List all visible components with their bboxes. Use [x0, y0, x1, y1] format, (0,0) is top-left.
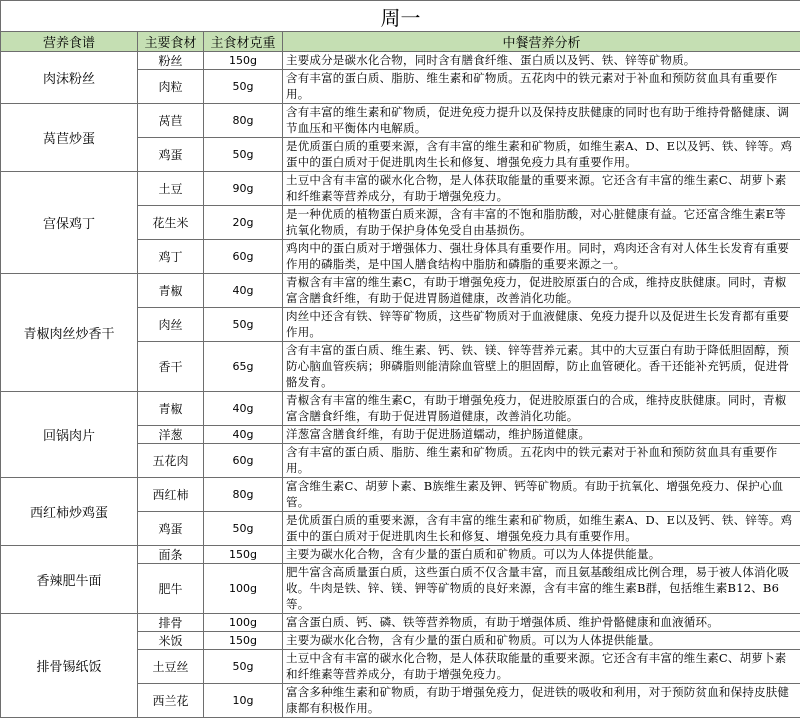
nutrition-analysis: 含有丰富的蛋白质、维生素、钙、铁、镁、锌等营养元素。其中的大豆蛋白有助于降低胆固醇，预防心脑血管疾病；卵磷脂则能清除血管壁上的胆固醇，防止血管硬化。香干还能补充钙质，促进骨骼发育。	[283, 342, 800, 392]
nutrition-analysis: 富含多种维生素和矿物质，有助于增强免疫力，促进铁的吸收和利用，对于预防贫血和保持皮肤健康都有积极作用。	[283, 684, 800, 718]
nutrition-analysis: 土豆中含有丰富的碳水化合物，是人体获取能量的重要来源。它还含有丰富的维生素C、胡萝卜素和纤维素等营养成分，有助于增强免疫力。	[283, 650, 800, 684]
header-dish: 营养食谱	[1, 32, 138, 52]
dish-name: 宫保鸡丁	[1, 172, 138, 274]
nutrition-analysis: 肥牛富含高质量蛋白质，这些蛋白质不仅含量丰富，而且氨基酸组成比例合理，易于被人体消化吸收。牛肉是铁、锌、镁、钾等矿物质的良好来源，含有丰富的维生素B群，包括维生素B12、B6等。	[283, 564, 800, 614]
ingredient-name: 土豆	[138, 172, 204, 206]
dish-name: 回锅肉片	[1, 392, 138, 478]
nutrition-analysis: 富含蛋白质、钙、磷、铁等营养物质，有助于增强体质、维护骨骼健康和血液循环。	[283, 614, 800, 632]
menu-body	[1, 52, 800, 718]
ingredient-weight: 50g	[204, 650, 283, 684]
ingredient-name: 排骨	[138, 614, 204, 632]
dish-name: 肉沫粉丝	[1, 52, 138, 104]
ingredient-name: 粉丝	[138, 52, 204, 70]
ingredient-name: 香干	[138, 342, 204, 392]
table-row	[1, 52, 800, 70]
table-row	[1, 478, 800, 512]
nutrition-analysis: 是优质蛋白质的重要来源，含有丰富的维生素和矿物质，如维生素A、D、E以及钙、铁、锌等。鸡蛋中的蛋白质对于促进肌肉生长和修复、增强免疫力具有重要作用。	[283, 138, 800, 172]
ingredient-weight: 60g	[204, 444, 283, 478]
ingredient-weight: 40g	[204, 426, 283, 444]
ingredient-name: 鸡丁	[138, 240, 204, 274]
ingredient-name: 面条	[138, 546, 204, 564]
ingredient-name: 西兰花	[138, 684, 204, 718]
nutrition-analysis: 主要为碳水化合物，含有少量的蛋白质和矿物质。可以为人体提供能量。	[283, 632, 800, 650]
header-analysis: 中餐营养分析	[283, 32, 800, 52]
nutrition-analysis: 土豆中含有丰富的碳水化合物，是人体获取能量的重要来源。它还含有丰富的维生素C、胡萝卜素和纤维素等营养成分，有助于增强免疫力。	[283, 172, 800, 206]
ingredient-name: 青椒	[138, 274, 204, 308]
table-row	[1, 392, 800, 426]
ingredient-weight: 10g	[204, 684, 283, 718]
ingredient-name: 鸡蛋	[138, 138, 204, 172]
ingredient-weight: 100g	[204, 564, 283, 614]
table-row	[1, 104, 800, 138]
page-title: 周一	[1, 1, 800, 32]
dish-name: 青椒肉丝炒香干	[1, 274, 138, 392]
nutrition-analysis: 主要成分是碳水化合物，同时含有膳食纤维、蛋白质以及钙、铁、锌等矿物质。	[283, 52, 800, 70]
ingredient-weight: 20g	[204, 206, 283, 240]
dish-name: 莴苣炒蛋	[1, 104, 138, 172]
ingredient-name: 花生米	[138, 206, 204, 240]
ingredient-weight: 50g	[204, 308, 283, 342]
ingredient-weight: 150g	[204, 546, 283, 564]
ingredient-weight: 80g	[204, 478, 283, 512]
ingredient-weight: 90g	[204, 172, 283, 206]
ingredient-weight: 50g	[204, 512, 283, 546]
ingredient-name: 洋葱	[138, 426, 204, 444]
ingredient-weight: 150g	[204, 632, 283, 650]
nutrition-analysis: 主要为碳水化合物，含有少量的蛋白质和矿物质。可以为人体提供能量。	[283, 546, 800, 564]
table-row	[1, 274, 800, 308]
ingredient-name: 莴苣	[138, 104, 204, 138]
ingredient-name: 青椒	[138, 392, 204, 426]
nutrition-analysis: 含有丰富的蛋白质、脂肪、维生素和矿物质。五花肉中的铁元素对于补血和预防贫血具有重要作用。	[283, 444, 800, 478]
table-row	[1, 614, 800, 632]
ingredient-name: 土豆丝	[138, 650, 204, 684]
table-row	[1, 172, 800, 206]
ingredient-weight: 40g	[204, 274, 283, 308]
ingredient-weight: 50g	[204, 138, 283, 172]
header-ingredient: 主要食材	[138, 32, 204, 52]
ingredient-weight: 80g	[204, 104, 283, 138]
nutrition-analysis: 肉丝中还含有铁、锌等矿物质，这些矿物质对于血液健康、免疫力提升以及促进生长发育都有重要作用。	[283, 308, 800, 342]
ingredient-weight: 60g	[204, 240, 283, 274]
ingredient-name: 肉粒	[138, 70, 204, 104]
ingredient-weight: 150g	[204, 52, 283, 70]
ingredient-name: 米饭	[138, 632, 204, 650]
nutrition-analysis: 洋葱富含膳食纤维，有助于促进肠道蠕动，维护肠道健康。	[283, 426, 800, 444]
ingredient-name: 肉丝	[138, 308, 204, 342]
dish-name: 西红柿炒鸡蛋	[1, 478, 138, 546]
ingredient-weight: 50g	[204, 70, 283, 104]
table-row	[1, 546, 800, 564]
nutrition-analysis: 青椒含有丰富的维生素C，有助于增强免疫力，促进胶原蛋白的合成，维持皮肤健康。同时，青椒富含膳食纤维，有助于促进胃肠道健康，改善消化功能。	[283, 274, 800, 308]
ingredient-name: 五花肉	[138, 444, 204, 478]
ingredient-name: 西红柿	[138, 478, 204, 512]
ingredient-weight: 40g	[204, 392, 283, 426]
header-weight: 主食材克重	[204, 32, 283, 52]
dish-name: 香辣肥牛面	[1, 546, 138, 614]
nutrition-analysis: 青椒含有丰富的维生素C，有助于增强免疫力，促进胶原蛋白的合成，维持皮肤健康。同时，青椒富含膳食纤维，有助于促进胃肠道健康，改善消化功能。	[283, 392, 800, 426]
nutrition-analysis: 鸡肉中的蛋白质对于增强体力、强壮身体具有重要作用。同时，鸡肉还含有对人体生长发育有重要作用的磷脂类，是中国人膳食结构中脂肪和磷脂的重要来源之一。	[283, 240, 800, 274]
ingredient-name: 肥牛	[138, 564, 204, 614]
ingredient-name: 鸡蛋	[138, 512, 204, 546]
nutrition-analysis: 含有丰富的蛋白质、脂肪、维生素和矿物质。五花肉中的铁元素对于补血和预防贫血具有重要作用。	[283, 70, 800, 104]
nutrition-analysis: 是一种优质的植物蛋白质来源，含有丰富的不饱和脂肪酸，对心脏健康有益。它还富含维生素E等抗氧化物质，有助于保护身体免受自由基损伤。	[283, 206, 800, 240]
nutrition-analysis: 富含维生素C、胡萝卜素、B族维生素及钾、钙等矿物质。有助于抗氧化、增强免疫力、保护心血管。	[283, 478, 800, 512]
nutrition-analysis: 含有丰富的维生素和矿物质，促进免疫力提升以及保持皮肤健康的同时也有助于维持骨骼健康、调节血压和平衡体内电解质。	[283, 104, 800, 138]
ingredient-weight: 65g	[204, 342, 283, 392]
ingredient-weight: 100g	[204, 614, 283, 632]
dish-name: 排骨锡纸饭	[1, 614, 138, 718]
nutrition-analysis: 是优质蛋白质的重要来源，含有丰富的维生素和矿物质，如维生素A、D、E以及钙、铁、锌等。鸡蛋中的蛋白质对于促进肌肉生长和修复、增强免疫力具有重要作用。	[283, 512, 800, 546]
